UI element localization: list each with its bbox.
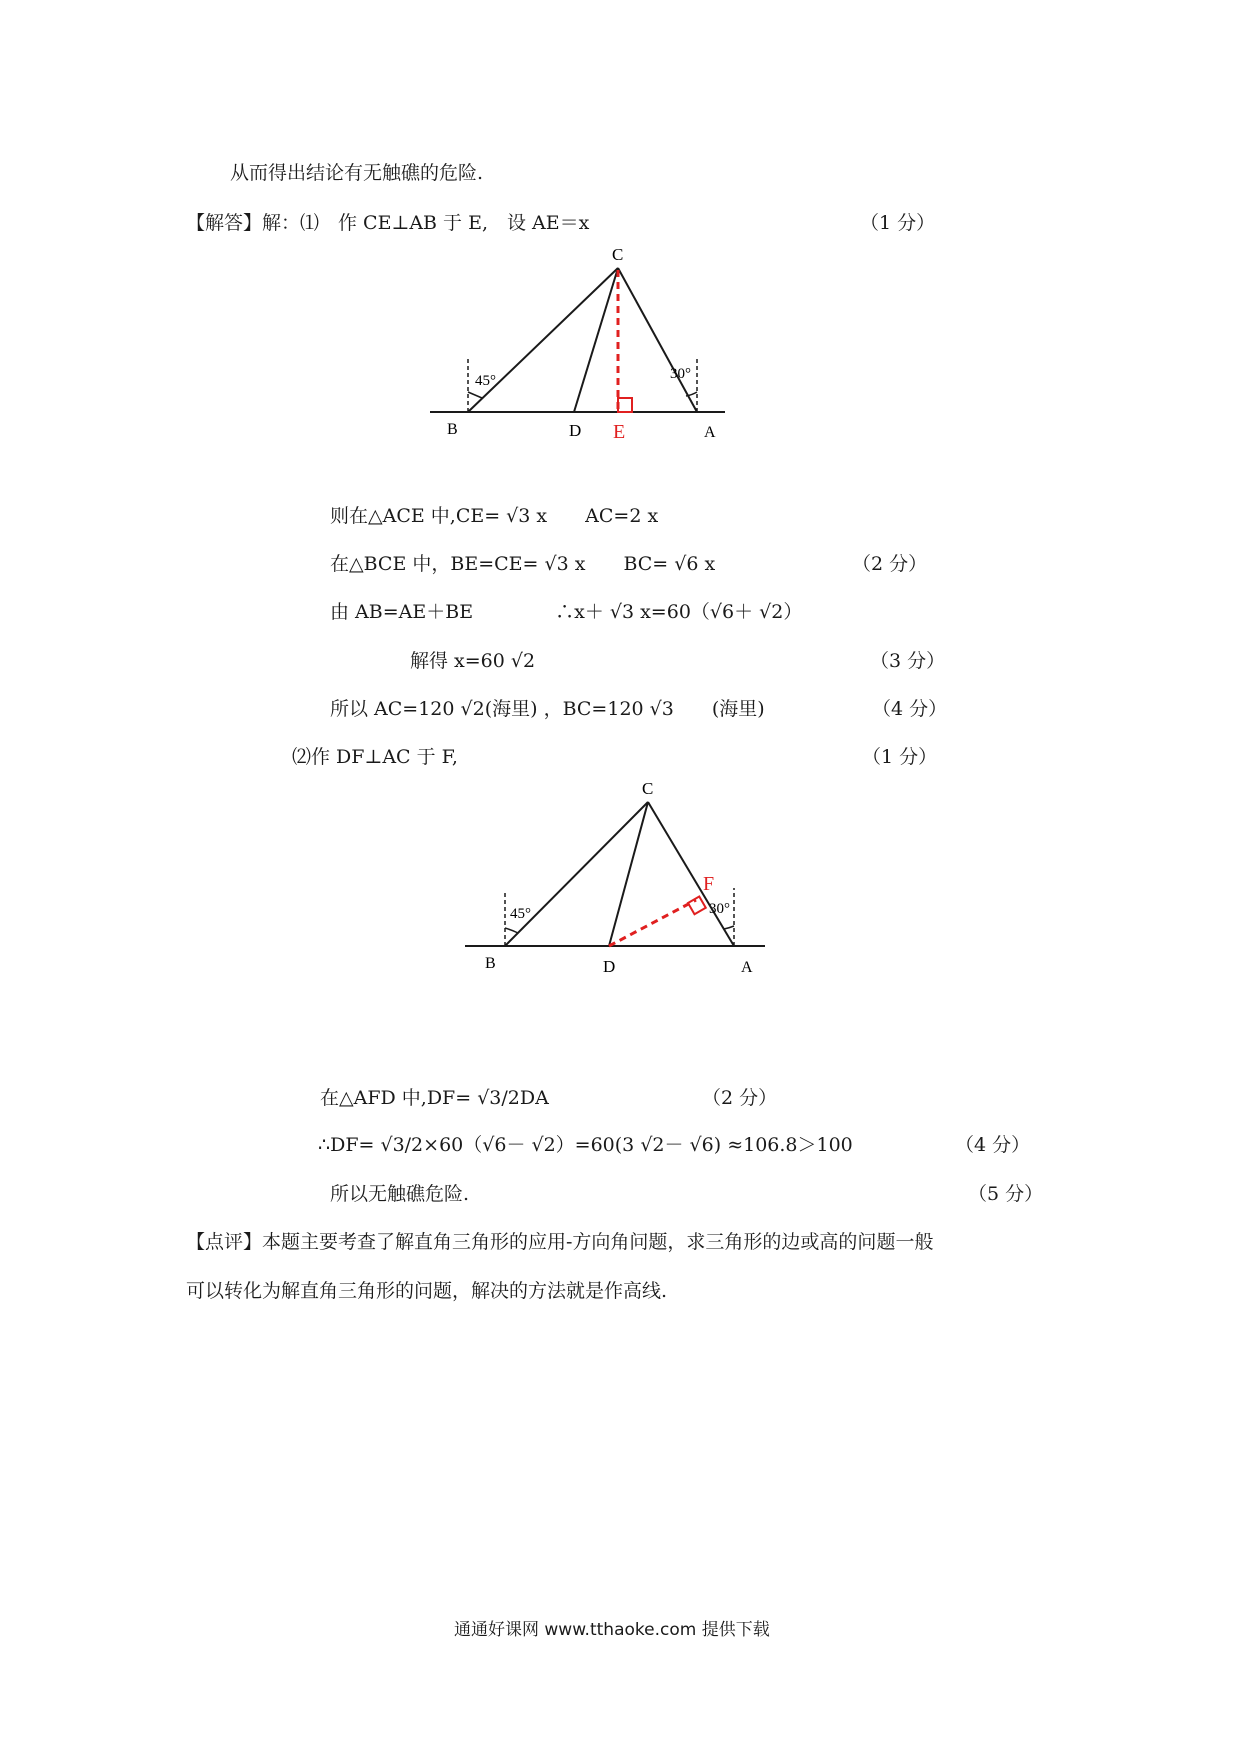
comment-line-2: 可以转化为解直角三角形的问题，解决的方法就是作高线.: [186, 1280, 668, 1302]
vertex-label-f: F: [703, 873, 715, 895]
part2-lead: ⑵作 DF⊥AC 于 F,: [292, 746, 458, 768]
part1-score-2: （2 分）: [852, 553, 928, 575]
vertex-label-a: A: [741, 959, 753, 976]
side-ac: [618, 268, 697, 412]
footer-credit: 通通好课网 www.tthaoke.com 提供下载: [454, 1620, 770, 1640]
vertex-label-d: D: [569, 421, 582, 440]
intro-text: 从而得出结论有无触礁的危险.: [230, 162, 484, 184]
comment-label: 【点评】: [186, 1231, 263, 1253]
vertex-label-e: E: [613, 421, 626, 443]
angle-arc-a: [724, 926, 734, 929]
part2-lead-score: （1 分）: [862, 746, 938, 768]
solution-score: （1 分）: [860, 212, 936, 234]
part1-score-5: （4 分）: [872, 698, 948, 720]
comment-line-1: [186, 1233, 933, 1252]
comment-text-1: 本题主要考查了解直角三角形的应用-方向角问题，求三角形的边或高的问题一般: [262, 1231, 934, 1253]
solution-lead: 解：⑴ 作 CE⊥AB 于 E, 设 AE＝x: [262, 212, 590, 234]
angle-arc-b: [505, 928, 518, 933]
vertex-label-d: D: [603, 957, 616, 976]
part2-score-1: （2 分）: [702, 1087, 778, 1109]
vertex-label-a: A: [704, 424, 716, 441]
part2-score-3: （5 分）: [968, 1183, 1044, 1205]
part1-line-2: 在△BCE 中，BE=CE= √3 x BC= √6 x: [330, 553, 716, 575]
vertex-label-c: C: [642, 779, 654, 798]
vertex-label-c: C: [612, 245, 624, 264]
part2-score-2: （4 分）: [955, 1134, 1031, 1156]
vertex-label-b: B: [447, 421, 458, 438]
right-angle-mark-f: [688, 897, 706, 915]
perpendicular-df: [609, 900, 696, 946]
side-bc: [505, 802, 648, 946]
part1-line-1: 则在△ACE 中,CE= √3 x AC=2 x: [330, 505, 659, 527]
angle-label-30: 30°: [709, 901, 730, 917]
part1-line-3: 由 AB=AE＋BE ∴x＋ √3 x=60（√6＋ √2）: [330, 601, 803, 623]
figure-2-diagram: [460, 770, 780, 980]
angle-label-45: 45°: [475, 373, 496, 389]
angle-arc-b: [468, 392, 482, 398]
solution-label: 【解答】: [186, 212, 263, 234]
part1-score-4: （3 分）: [870, 650, 946, 672]
right-angle-mark-e: [618, 398, 632, 412]
angle-label-45: 45°: [510, 906, 531, 922]
solution-heading: [186, 214, 589, 233]
figure-1-diagram: [420, 240, 760, 450]
part2-line-2: ∴DF= √3/2×60（√6－ √2）=60(3 √2－ √6) ≈106.8＞100: [318, 1134, 853, 1156]
part1-line-5: 所以 AC=120 √2(海里) ，BC=120 √3 (海里): [330, 698, 765, 720]
angle-label-30: 30°: [670, 366, 691, 382]
vertex-label-b: B: [485, 955, 496, 972]
part2-line-3: 所以无触礁危险.: [330, 1183, 470, 1205]
side-ac: [648, 802, 734, 946]
segment-cd: [609, 802, 648, 946]
part2-line-1: 在△AFD 中,DF= √3/2DA: [320, 1087, 549, 1109]
part1-line-4: 解得 x=60 √2: [410, 650, 536, 672]
